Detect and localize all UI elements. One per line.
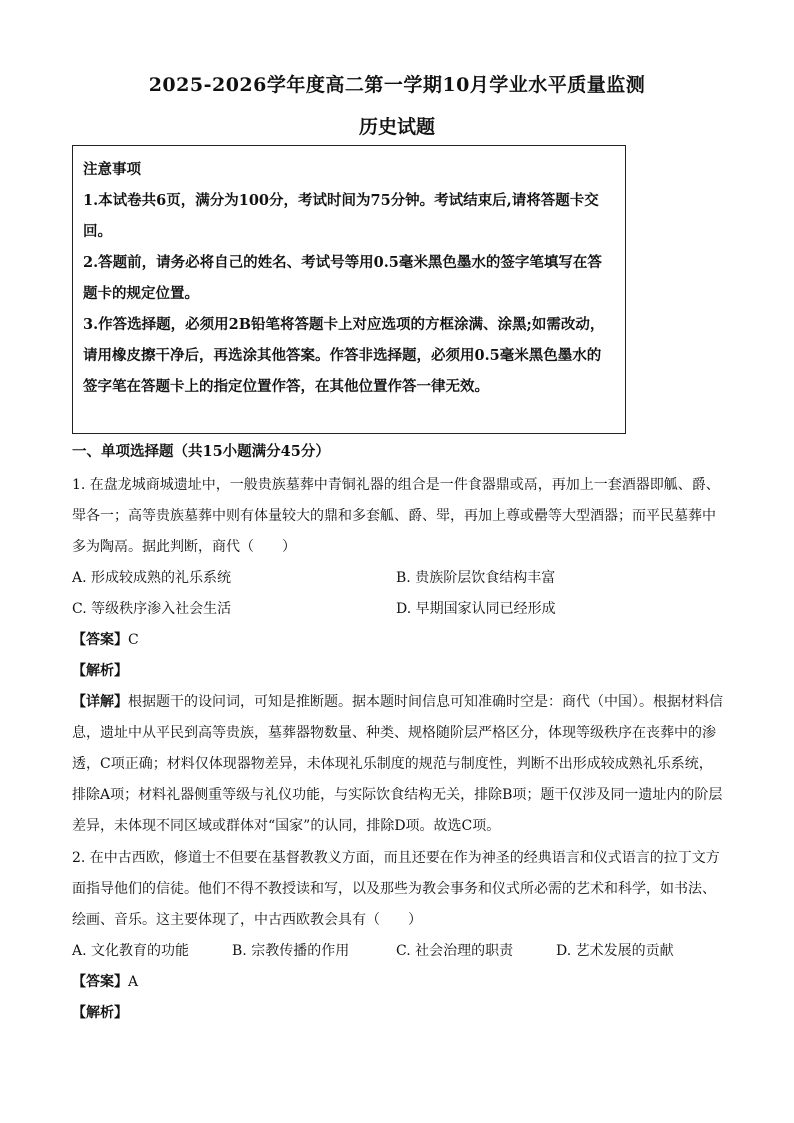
question-2-analysis xyxy=(72,998,128,1029)
question-2-options-row xyxy=(72,936,724,967)
question-2-stem: 2. 在中古西欧，修道士不但要在基督教教义方面，而且还要在作为神圣的经典语言和仪式语言的拉丁文方面指导他们的信徒。他们不得不教授读和写，以及那些为教会事务和仪式所必需的艺术和科学，如书法、绘画、音乐。这主要体现了，中古西欧教会具有（ ） xyxy=(72,850,720,928)
analysis-tag: 【解析】 xyxy=(72,663,128,679)
answer-value: A xyxy=(128,974,139,990)
detail-text: 根据题干的设问词，可知是推断题。据本题时间信息可知准确时空是：商代（中国）。根据材料信息，遗址中从平民到高等贵族，墓葬器物数量、种类、规格随阶层严格区分，体现等级秩序在丧葬中的渗透，C项正确；材料仅体现器物差异，未体现礼乐制度的规范与制度性，判断不出形成较成熟礼乐系统，排除A项；材料礼器侧重等级与礼仪功能，与实际饮食结构无关，排除B项；题干仅涉及同一遗址内的阶层差异，未体现不同区域或群体对“国家”的认同，排除D项。故选C项。 xyxy=(72,694,723,834)
question-1-option-a: A. 形成较成熟的礼乐系统 xyxy=(72,570,232,586)
answer-value: C xyxy=(128,632,139,648)
notice-heading: 注意事项 xyxy=(83,161,141,178)
question-2-answer xyxy=(72,967,138,998)
question-2-option-c: C. 社会治理的职责 xyxy=(396,943,514,959)
answer-tag: 【答案】 xyxy=(72,974,128,990)
detail-tag: 【详解】 xyxy=(72,694,128,710)
question-2-option-d: D. 艺术发展的贡献 xyxy=(556,943,674,959)
analysis-tag: 【解析】 xyxy=(72,1005,128,1021)
question-1-stem: 1. 在盘龙城商城遗址中，一般贵族墓葬中青铜礼器的组合是一件食器鼎或鬲，再加上一套酒器即觚、爵、斝各一；高等贵族墓葬中则有体量较大的鼎和多套觚、爵、斝，再加上尊或罍等大型酒器；而平民墓葬中多为陶鬲。据此判断，商代（ ） xyxy=(72,477,720,555)
question-1-analysis xyxy=(72,656,128,687)
question-1-answer xyxy=(72,625,139,656)
question-1-option-c: C. 等级秩序渗入社会生活 xyxy=(72,601,232,617)
document-subtitle: 历史试题 xyxy=(358,116,435,138)
question-1-option-b: B. 贵族阶层饮食结构丰富 xyxy=(396,570,556,586)
question-1-options-row-1 xyxy=(72,563,724,594)
notice-item-3: 3.作答选择题，必须用2B铅笔将答题卡上对应选项的方框涂满、涂黑;如需改动，请用橡皮擦干净后，再选涂其他答案。作答非选择题，必须用0.5毫米黑色墨水的签字笔在答题卡上的指定位置作答，在其他位置作答一律无效。 xyxy=(83,316,605,395)
notice-box xyxy=(72,145,626,434)
question-1-detail xyxy=(72,687,724,842)
section-title: 一、单项选择题（共15小题满分45分） xyxy=(72,443,330,460)
document-title: 2025-2026学年度高二第一学期10月学业水平质量监测 xyxy=(148,74,646,96)
notice-item-1: 1.本试卷共6页，满分为100分，考试时间为75分钟。考试结束后,请将答题卡交回。 xyxy=(83,192,599,240)
question-2-option-b: B. 宗教传播的作用 xyxy=(232,943,350,959)
question-2-option-a: A. 文化教育的功能 xyxy=(72,943,190,959)
question-1-options-row-2 xyxy=(72,594,724,625)
notice-item-2: 2.答题前，请务必将自己的姓名、考试号等用0.5毫米黑色墨水的签字笔填写在答题卡的规定位置。 xyxy=(83,254,602,302)
answer-tag: 【答案】 xyxy=(72,632,128,648)
question-1-option-d: D. 早期国家认同已经形成 xyxy=(396,601,556,617)
